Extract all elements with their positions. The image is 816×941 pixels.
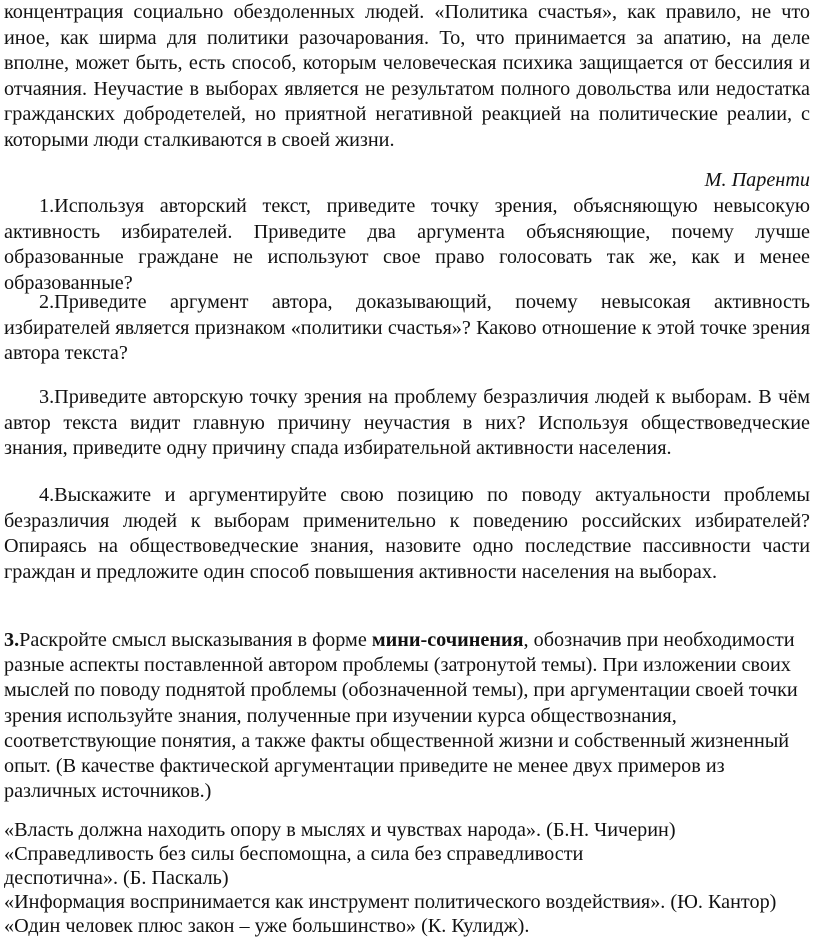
question-1: 1.Используя авторский текст, приведите точку зрения, объясняющую невысокую активность избирателей. Приведите два аргумента объясняющие, почему лучше образованные граждане не используют свое право голосовать так же, как и менее образованные? [4,195,810,294]
question-2: 2.Приведите аргумент автора, доказывающий, почему невысокая активность избирателей является признаком «политики счастья»? Каково отношение к этой точке зрения автора текста? [4,291,810,365]
intro-paragraph: концентрация социально обездоленных людей. «Политика счастья», как правило, не что иное, как ширма для политики разочарования. То, что принимается за апатию, на деле вполне, может быть, есть способ, которым человеческая психика защищается от бессилия и отчаяния. Неучастие в выборах является не результатом полного довольства или недостатка гражданских добродетелей, но приятной негативной реакцией на политические реалии, с которыми люди сталкиваются в своей жизни. [4,1,810,151]
task-3-number: 3. [4,629,20,651]
question-4: 4.Выскажите и аргументируйте свою позицию по поводу актуальности проблемы безразличия людей к выборам применительно к поведению российских избирателей? Опираясь на обществоведческие знания, назовите одно последствие пассивности части граждан и предложите один способ повышения активности населения на выборах. [4,484,810,583]
author-signature: М. Паренти [704,169,810,191]
task-3-instructions [4,628,804,804]
quote-coolidge: «Один человек плюс закон – уже большинство» (К. Кулидж). [4,915,530,937]
quote-chicherin: «Власть должна находить опору в мыслях и чувствах народа». (Б.Н. Чичерин) [4,819,676,841]
quotes-list [4,818,814,938]
question-3: 3.Приведите авторскую точку зрения на проблему безразличия людей к выборам. В чём автор текста видит главную причину неучастия в них? Используя обществоведческие знания, приведите одну причину спада избирательной активности населения. [4,386,810,460]
task-3-text-after: , обозначив при необходимости разные аспекты поставленной автором проблемы (затронутой темы). При изложении своих мыслей по поводу поднятой проблемы (обозначенной темы), при аргументации своей точки зрения используйте знания, полученные при изучении курса обществознания, соответствующие понятия, а также факты общественной жизни и собственный жизненный опыт. (В качестве фактической аргументации приведите не менее двух примеров из различных источников.) [4,629,798,803]
task-3-text-before: Раскройте смысл высказывания в форме [19,629,372,651]
quote-kantor: «Информация воспринимается как инструмент политического воздействия». (Ю. Кантор) [4,891,777,913]
quote-pascal: «Справедливость без силы беспомощна, а сила без справедливости деспотична». (Б. Паскаль) [4,843,584,889]
task-3-bold-term: мини-сочинения [371,629,524,651]
